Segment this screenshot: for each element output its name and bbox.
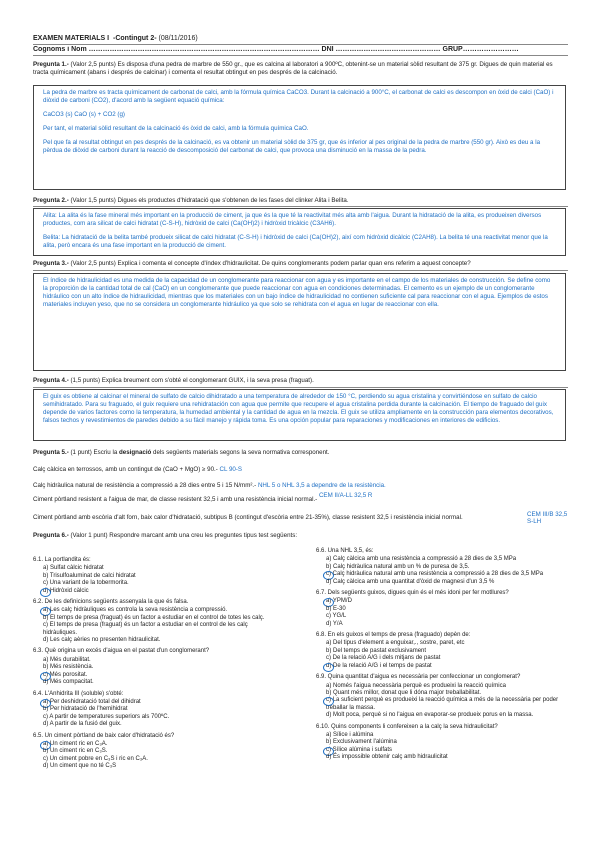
mc-option[interactable]: a) Sílice i alúmina xyxy=(326,731,374,738)
question-3 xyxy=(33,260,568,268)
mc-option[interactable]: a) Calç càlcica amb una resistència a compressió a 28 dies de 3,5 MPa xyxy=(326,556,517,563)
mc-option[interactable]: b) El temps de presa (fraguat) és un factor a estudiar en el control de totes les calç. xyxy=(43,614,265,621)
question-4-label: Pregunta 4.- xyxy=(33,377,69,384)
selected-mark-icon xyxy=(323,697,334,706)
question-5-label: Pregunta 5.- xyxy=(33,449,69,456)
mc-option[interactable]: d) Més compacitat. xyxy=(43,679,94,686)
q5-item-2-answer[interactable]: NHL 5 o NHL 3,5 a dependre de la resistència. xyxy=(257,482,386,489)
answer-1-p2: Per tant, el material sòlid resultant de la calcinació és òxid de calci, amb la fórmula química CaO. xyxy=(43,125,309,132)
exam-title: EXAMEN MATERIALS I xyxy=(33,35,110,42)
mc-option[interactable]: a) Més durabilitat. xyxy=(43,656,91,663)
mc-option[interactable]: c) Un ciment pobre en C₃S i ric en C₃A. xyxy=(43,755,148,762)
q5-item-3-question: Ciment pòrtland resistent a l'aigua de mar, de classe resistent 32,5 i amb una resistència inicial normal.- xyxy=(33,496,318,503)
q5-item-4-answer[interactable]: CEM III/B 32,5 S-LH xyxy=(527,511,568,525)
q5-item-3 xyxy=(33,492,568,503)
q5-item-2 xyxy=(33,482,568,489)
mc-question-text: 6.2. De les definicions següents assenyala la que és falsa. xyxy=(33,599,189,606)
mc-question-text: 6.10. Quins components li confereixen a la calç la seva hidraulicitat? xyxy=(316,723,498,730)
q5-item-4 xyxy=(33,511,568,525)
mc-option[interactable]: b) Del temps de pastat exclusivament xyxy=(326,647,427,654)
mc-option[interactable]: c) El temps de presa (fraguat) és un factor a estudiar en el control de les calç hidràuliques. xyxy=(43,622,248,636)
header-divider-2 xyxy=(33,55,568,56)
mc-option[interactable]: c) YG/L xyxy=(326,613,347,620)
selected-mark-icon xyxy=(40,588,51,597)
question-3-label: Pregunta 3.- xyxy=(33,260,69,267)
mc-option[interactable]: c) La suficient perquè es produeixi la reacció química a més de la necessària per poder treballar la massa. xyxy=(316,697,566,712)
mc-option[interactable]: a) Les calç hidràuliques es controla la seva resistència a compressió. xyxy=(33,607,283,614)
q5-item-2-question: Calç hidràulica natural de resistència a compressió a 28 dies entre 5 i 15 N/mm².- xyxy=(33,482,257,489)
mc-option[interactable]: a) Un ciment ric en C₃A. xyxy=(33,741,283,748)
exam-header xyxy=(33,35,198,42)
mc-option[interactable]: b) Més resistència. xyxy=(43,664,94,671)
mc-option[interactable]: b) Quant més millor, donat que li dóna major treballabilitat. xyxy=(326,689,482,696)
mc-question-text: 6.9. Quina quantitat d'aigua es necessària per confeccionar un conglomerat? xyxy=(316,674,521,681)
mc-option[interactable]: b) Per hidratació de l'hemihidrat xyxy=(43,706,128,713)
question-2-text: (Valor 1,5 punts) Digues els productes d'hidratació que s'obtenen de les fases del clinker Alita i Belita. xyxy=(70,197,349,204)
mc-question xyxy=(33,733,283,771)
question-5-text-bold: designació xyxy=(119,449,152,456)
mc-question-text: 6.7. Dels següents guixos, digues quin és el més idoni per fer motllures? xyxy=(316,590,509,597)
q2-divider xyxy=(33,206,568,207)
question-2-label: Pregunta 2.- xyxy=(33,197,69,204)
mc-question xyxy=(316,590,566,628)
mc-option[interactable]: d) A partir de la fusió del guix. xyxy=(43,721,122,728)
name-line: Cognoms i Nom ……………………………………………………………………………………… DNI ……………………………………… GRUP…………………… xyxy=(33,46,519,53)
answer-1-equation: CaCO3 (s) CaO (s) + CO2 (g) xyxy=(43,111,125,118)
answer-3-text: El índice de hidraulicidad es una medida de la capacidad de un conglomerante para reaccionar con agua y es importante en el campo de los materiales de construcción. Se define como la proporción de la cantidad total de cal (CaO) en un conglomerante que puede reaccionar con agua en condiciones determinadas. El cemento es un ejemplo de un conglomerante hidráulico con un alto índice de hidraulicidad, mientras que los materiales con un bajo índice de hidraulicidad no contienen suficiente cal para reaccionar con el agua. Ejemplos de estos materiales incluyen yeso, que no se considera un conglomerante hidráulico ya que solo se rehidrata con el agua en lugar de reaccionar con ella. xyxy=(43,277,551,308)
selected-mark-icon xyxy=(323,663,334,672)
mc-question xyxy=(33,691,283,729)
mc-option[interactable]: c) Sílice alúmina i sulfats xyxy=(316,747,566,754)
question-1 xyxy=(33,61,568,77)
q3-divider xyxy=(33,270,568,271)
answer-box-2[interactable] xyxy=(33,208,566,256)
mc-option[interactable]: b) Un ciment ric en C₃S. xyxy=(43,748,108,755)
question-6 xyxy=(33,532,303,540)
q5-item-3-answer[interactable]: CEM II/A-LL 32,5 R xyxy=(318,492,373,499)
mc-option[interactable]: a) Per deshidratació total del dihidrat xyxy=(33,699,283,706)
mc-option[interactable]: c) Més porositat. xyxy=(33,672,283,679)
mc-question-text: 6.1. La portlandita és: xyxy=(33,557,91,563)
mc-option[interactable]: d) De la relació A/G i el temps de pastat xyxy=(316,663,566,670)
exam-part: -Contingut 2- xyxy=(113,35,157,42)
answer-1-p3: Pel que fa al resultat obtingut en pes després de la calcinació, es va obtenir un material sòlid de 375 gr, que és inferior al pes original de la pedra de marbre (550 gr). Això es deu a la pèrdua de diòxid de carboni durant la reacció de descomposició del carbonat de calci, que provoca una disminució en la massa de la pedra. xyxy=(43,139,541,154)
header-divider xyxy=(33,44,568,45)
exam-date: (08/11/2016) xyxy=(158,35,198,42)
answer-4-text: El guix es obtiene al calcinar el mineral de sulfato de calcio dihidratado a una temperatura de alrededor de 150 °C, perdiendo su agua cristalina y convirtiéndose en sulfato de calcio semihidratado. Para su fraguado, el guix requiere una rehidratación con agua que permite que recupere el agua cristalina perdida durante la calcinación. El tiempo de fraguado del guix depende de varios factores como la temperatura, la humedad ambiental y la cantidad de agua en la mezcla. El guix se utiliza ampliamente en la construcción para elementos decorativos, falsos techos y revestimientos de paredes debido a su fácil manejo y rápida toma. Es una opción popular para reparaciones y modificaciones en interiores de edificios. xyxy=(43,393,554,424)
mc-question xyxy=(316,632,566,670)
mc-question xyxy=(316,548,566,586)
answer-1-p1: La pedra de marbre es tracta químicament de carbonat de calci, amb la fórmula química CaCO3. Durant la calcinació a 900°C, el carbonat de calci es descompon en òxid de calci (CaO) i diòxid de carboni (CO2), d'acord amb la següent equació química: xyxy=(43,89,554,104)
mc-question xyxy=(33,599,283,644)
q5-item-1 xyxy=(33,466,568,473)
q4-divider xyxy=(33,387,568,388)
mc-question-text: 6.4. L'Anhidrita III (soluble) s'obté: xyxy=(33,690,124,697)
mc-option[interactable]: d) És impossible obtenir calç amb hidraulicitat xyxy=(326,754,448,761)
q5-item-4-question: Ciment pòrtland amb escòria d'alt forn, baix calor d'hidratació, subtipus B (contingut d'escòria entre 21-35%), classe resistent 32,5 i resistència inicial normal. xyxy=(33,514,463,521)
mc-question-text: 6.3. Què origina un excés d'aigua en el pastat d'un conglomerant? xyxy=(33,648,210,655)
mc-option[interactable]: b) E-30 xyxy=(326,605,346,612)
mc-option[interactable]: c) De la relació A/G i dels mitjans de pastat xyxy=(326,655,441,662)
mc-option[interactable]: d) Molt poca, perquè si no l'aigua en evaporar-se produeix porus en la massa. xyxy=(326,712,534,719)
mc-option[interactable]: a) YPM/D xyxy=(316,598,566,605)
answer-2-p1: Alita: La alita és la fase mineral més important en la producció de ciment, ja que és la que té la reactivitat més alta amb l'aigua. Durant la hidratació de la alita, es produeixen diversos productes, com ara silicat de calci hidratat (C-S-H), hidròxid de calci (Ca(OH)2) i hidròxid tricàlcic (C3AH6). xyxy=(43,212,542,227)
mc-question xyxy=(33,648,283,686)
mc-option[interactable]: d) Les calç aèries no presenten hidraulicitat. xyxy=(43,637,161,644)
mc-question xyxy=(316,724,566,762)
mc-option[interactable]: d) Hidròxid càlcic xyxy=(33,588,283,595)
mc-question-text: 6.5. Un ciment pòrtland de baix calor d'hidratació és? xyxy=(33,732,175,739)
mc-option[interactable]: c) A partir de temperatures superiors als 700ºC. xyxy=(43,713,170,720)
mc-option[interactable]: c) Una variant de la tobermorita. xyxy=(43,580,129,587)
q5-item-1-question: Calç càlcica en terrossos, amb un contingut de (CaO + MgO) ≥ 90.- xyxy=(33,466,218,473)
question-4 xyxy=(33,377,568,385)
question-5-text-post: dels següents materials segons la seva normativa corresponent. xyxy=(151,449,330,456)
question-6-text: (Valor 1 punt) Respondre marcant amb una creu les preguntes tipus test següents: xyxy=(70,532,298,539)
answer-2-p2: Belita: La hidratació de la belita també produeix silicat de calci hidratat (C-S-H) i hidròxid de calci (Ca(OH)2), així com hidròxid dicàlcic (C2AH8). La belita té una reactivitat menor que la alita, però encara és una fase important en la producció de ciment. xyxy=(43,234,548,249)
question-2 xyxy=(33,197,568,205)
mc-option[interactable]: d) Y/A xyxy=(326,620,343,627)
mc-option[interactable]: a) Sulfat càlcic hidratat xyxy=(43,565,104,572)
mc-question-text: 6.8. En els guixos el temps de presa (fraguado) depèn de: xyxy=(316,632,471,639)
mc-option[interactable]: d) Un ciment que no té C₃S xyxy=(43,763,117,770)
question-4-text: (1,5 punts) Explica breument com s'obté el conglomerant GUIX, i la seva presa (fraguat). xyxy=(70,377,314,384)
mc-question-text: 6.6. Una NHL 3,5, és: xyxy=(316,548,374,554)
question-1-label: Pregunta 1.- xyxy=(33,61,69,68)
multiple-choice-left xyxy=(33,557,283,775)
mc-option[interactable]: b) Calç hidràulica natural amb un % de puresa de 3,5. xyxy=(326,563,470,570)
mc-question xyxy=(33,557,283,595)
mc-option[interactable]: b) Trisulfoaluminat de calci hidratat xyxy=(43,572,136,579)
answer-box-4[interactable] xyxy=(33,389,566,441)
question-6-label: Pregunta 6.- xyxy=(33,532,69,539)
answer-box-3[interactable] xyxy=(33,273,566,371)
mc-option[interactable]: a) Només l'aigua necessària perquè es produeixi la reacció química xyxy=(326,682,506,689)
question-5 xyxy=(33,449,568,457)
question-1-text: (Valor 2,5 punts) Es disposa d'una pedra de marbre de 550 gr., que es calcina al laboratori a 900ºC, obtenint-se un material sòlid resultant de 375 gr. Digues de quin material es tracta químicament (abans i després de calcinar) i comenta el resultat obtingut en pes després de la calcinació. xyxy=(33,61,553,76)
mc-question xyxy=(316,674,566,719)
q5-item-1-answer[interactable]: CL 90-S xyxy=(219,466,243,473)
mc-option[interactable]: b) Exclusivament l'alúmina xyxy=(326,739,397,746)
mc-option[interactable]: a) Del tipus d'element a enguixar,., sostre, paret, etc xyxy=(326,640,465,647)
mc-option[interactable]: d) Calç càlcica amb una quantitat d'òxid de magnesi d'un 3,5 % xyxy=(326,578,495,585)
multiple-choice-right xyxy=(316,548,566,766)
question-5-text-pre: (1 punt) Escriu la xyxy=(70,449,119,456)
mc-option[interactable]: c) Calç hidràulica natural amb una resistència a compressió a 28 dies de 3,5 MPa xyxy=(316,571,566,578)
question-3-text: (Valor 2,5 punts) Explica i comenta el concepte d'índex d'hidraulicitat. De quins conglomerants podem parlar quan ens referim a aquest concepte? xyxy=(70,260,471,267)
answer-box-1[interactable] xyxy=(33,85,566,190)
